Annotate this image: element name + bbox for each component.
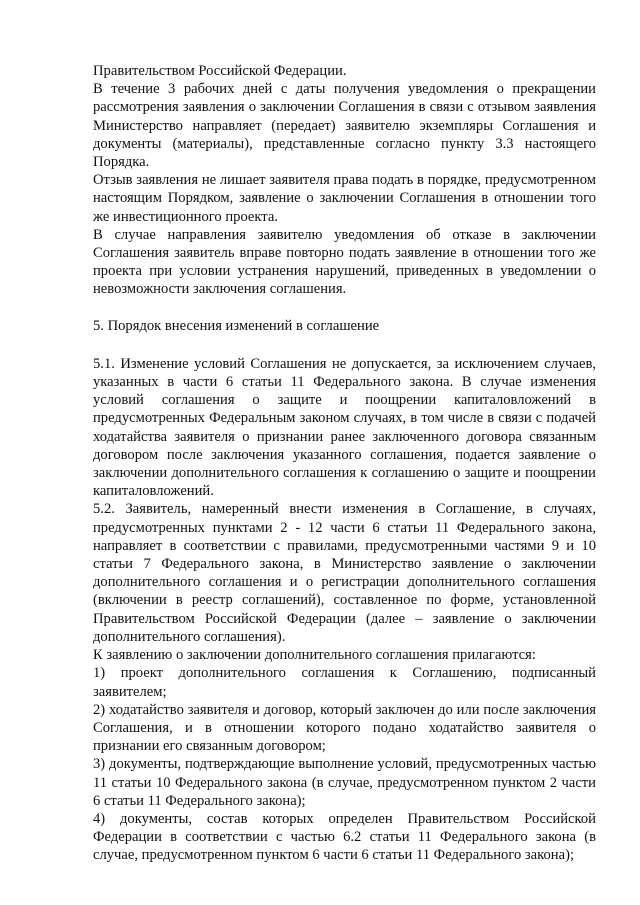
section-heading: 5. Порядок внесения изменений в соглашение: [93, 317, 380, 334]
list-item-2: 2) ходатайство заявителя и договор, который заключен до или после заключения Соглашения, и в отношении которого подано ходатайство заявителя о признании его связанным договором;: [93, 701, 596, 755]
paragraph-resubmission: В случае направления заявителю уведомления об отказе в заключении Соглашения заявитель вправе повторно подать заявление в отношении того же проекта при условии устранения нарушений, приведенных в уведомлении о невозможности заключения соглашения.: [93, 226, 596, 298]
paragraph-return-documents: В течение 3 рабочих дней с даты получения уведомления о прекращении рассмотрения заявления о заключении Соглашения в связи с отзывом заявления Министерство направляет (передает) заявителю экземпляры Соглашения и документы (материалы), представленные согласно пункту 3.3 настоящего Порядка.: [93, 81, 596, 171]
list-item-3: 3) документы, подтверждающие выполнение условий, предусмотренных частью 11 статьи 10 Федерального закона (в случае, предусмотренном пунктом 2 части 6 статьи 11 Федерального закона);: [93, 756, 596, 809]
paragraph-5-2: 5.2. Заявитель, намеренный внести изменения в Соглашение, в случаях, предусмотренных пунктами 2 - 12 части 6 статьи 11 Федерального закона, направляет в соответствии с правилами, предусмотренными частями 9 и 10 статьи 7 Федерального закона, в Министерство заявление о заключении дополнительного соглашения и о регистрации дополнительного соглашения (включении в реестр соглашений), составленное по форме, установленной Правительством Российской Федерации (далее – заявление о заключении дополнительного соглашения).: [93, 501, 596, 645]
spacer: [93, 335, 596, 355]
list-item-4: 4) документы, состав которых определен Правительством Российской Федерации в соответствии с частью 6.2 статьи 11 Федерального закона (в случае, предусмотренном пунктом 6 части 6 статьи 11 Федерального закона);: [93, 810, 596, 864]
paragraph-withdrawal-rights: Отзыв заявления не лишает заявителя права подать в порядке, предусмотренном настоящим Порядком, заявление о заключении Соглашения в отношении того же инвестиционного проекта.: [93, 172, 596, 225]
list-item-1: 1) проект дополнительного соглашения к Соглашению, подписанный заявителем;: [93, 665, 596, 700]
paragraph-5-1: 5.1. Изменение условий Соглашения не допускается, за исключением случаев, указанных в части 6 статьи 11 Федерального закона. В случае изменения условий соглашения о защите и поощрении капиталовложений в предусмотренных Федеральным законом случаях, в том числе в связи с подачей ходатайства заявителя о признании ранее заключенного договора связанным договором после заключения указанного соглашения, подается заявление о заключении дополнительного соглашения к соглашению о защите и поощрении капиталовложений.: [93, 355, 596, 500]
paragraph-continuation: Правительством Российской Федерации.: [93, 63, 347, 79]
paragraph-attachments-intro: К заявлению о заключении дополнительного соглашения прилагаются:: [93, 647, 536, 664]
document-page: [93, 62, 596, 865]
spacer: [93, 299, 596, 317]
